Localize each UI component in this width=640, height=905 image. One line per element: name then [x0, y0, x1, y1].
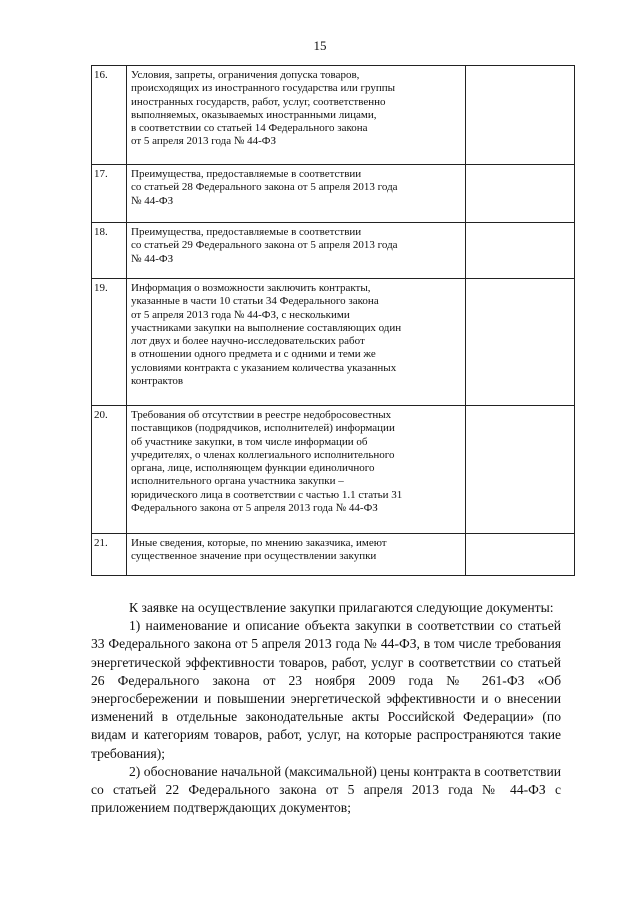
row-value-cell — [466, 534, 575, 576]
table-row — [92, 406, 575, 534]
row-number: 20. — [92, 406, 127, 534]
row-number: 18. — [92, 223, 127, 279]
row-value-cell — [466, 165, 575, 223]
row-text: Информация о возможности заключить контракты, указанные в части 10 статьи 34 Федерального закона от 5 апреля 2013 года № 44-ФЗ, с несколькими участниками закупки на выполнение составляющих один лот двух и более научно-исследовательских работ в отношении одного предмета и с одними и теми же условиями контракта с указанием количества указанных контрактов — [127, 279, 466, 406]
row-number: 21. — [92, 534, 127, 576]
paragraph-item-1: 1) наименование и описание объекта закупки в соответствии со статьей 33 Федерального закона от 5 апреля 2013 года № 44-ФЗ, в том числе требования энергетической эффективности товаров, работ, услуг в соответствии со статьей 26 Федерального закона от 23 ноября 2009 года № 261-ФЗ «Об энергосбережении и повышении энергетической эффективности и о внесении изменений в отдельные законодательные акты Российской Федерации» (по видам и категориям товаров, работ, услуг, на которые распространяются такие требования); — [91, 618, 561, 761]
paragraph-intro: К заявке на осуществление закупки прилагаются следующие документы: — [129, 600, 554, 615]
row-value-cell — [466, 223, 575, 279]
table-row — [92, 66, 575, 165]
body-text — [91, 599, 561, 817]
paragraph-item-2: 2) обоснование начальной (максимальной) цены контракта в соответствии со статьей 22 Федерального закона от 5 апреля 2013 года № 44-ФЗ с приложением подтверждающих документов; — [91, 763, 561, 816]
row-number: 17. — [92, 165, 127, 223]
table-row — [92, 165, 575, 223]
row-number: 19. — [92, 279, 127, 406]
row-value-cell — [466, 406, 575, 534]
row-text: Иные сведения, которые, по мнению заказчика, имеют существенное значение при осуществлении закупки — [127, 534, 466, 576]
page-number: 15 — [313, 38, 327, 53]
table-row — [92, 279, 575, 406]
table-row — [92, 223, 575, 279]
row-value-cell — [466, 66, 575, 165]
row-text: Преимущества, предоставляемые в соответствии со статьей 29 Федерального закона от 5 апреля 2013 года № 44-ФЗ — [127, 223, 466, 279]
row-value-cell — [466, 279, 575, 406]
requirements-table — [91, 65, 575, 576]
row-text: Преимущества, предоставляемые в соответствии со статьей 28 Федерального закона от 5 апреля 2013 года № 44-ФЗ — [127, 165, 466, 223]
row-text: Условия, запреты, ограничения допуска товаров, происходящих из иностранного государства или группы иностранных государств, работ, услуг, соответственно выполняемых, оказываемых иностранными лицами, в соответствии со статьей 14 Федерального закона от 5 апреля 2013 года № 44-ФЗ — [127, 66, 466, 165]
row-number: 16. — [92, 66, 127, 165]
row-text: Требования об отсутствии в реестре недобросовестных поставщиков (подрядчиков, исполнителей) информации об участнике закупки, в том числе информации об учредителях, о членах коллегиального исполнительного органа, лице, исполняющем функции единоличного исполнительного органа участника закупки – юридического лица в соответствии с частью 1.1 статьи 31 Федерального закона от 5 апреля 2013 года № 44-ФЗ — [127, 406, 466, 534]
table-row — [92, 534, 575, 576]
